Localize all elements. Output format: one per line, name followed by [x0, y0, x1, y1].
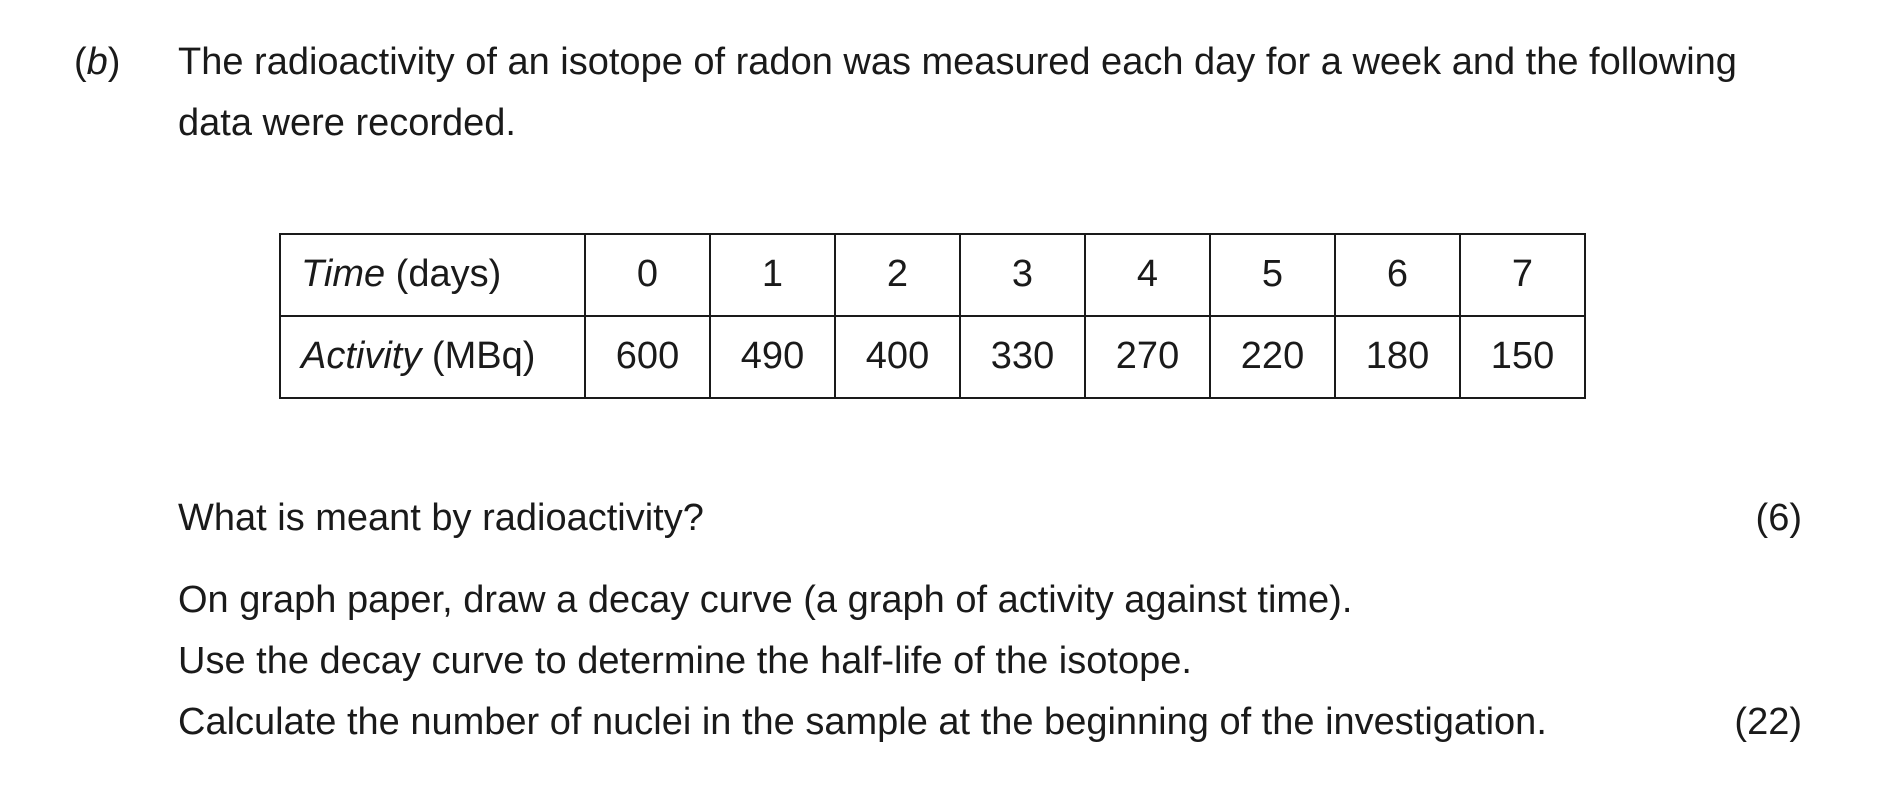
- question-3: Use the decay curve to determine the half-life of the isotope.: [178, 640, 1192, 682]
- table-cell: 1: [710, 234, 835, 316]
- part-label: (b): [74, 41, 121, 83]
- table-cell: 6: [1335, 234, 1460, 316]
- table-cell: 400: [835, 316, 960, 398]
- table-cell: 330: [960, 316, 1085, 398]
- marks-22: (22): [1734, 701, 1802, 743]
- table-row-time: [280, 234, 1585, 316]
- table-cell: 3: [960, 234, 1085, 316]
- table-cell: 7: [1460, 234, 1585, 316]
- table-cell: 150: [1460, 316, 1585, 398]
- table-cell: 2: [835, 234, 960, 316]
- part-letter: b: [86, 41, 108, 83]
- table-cell: 490: [710, 316, 835, 398]
- table-cell: 220: [1210, 316, 1335, 398]
- table-row-activity: [280, 316, 1585, 398]
- question-4: Calculate the number of nuclei in the sample at the beginning of the investigation.: [178, 701, 1547, 743]
- table-cell: 600: [585, 316, 710, 398]
- intro-line-1: The radioactivity of an isotope of radon was measured each day for a week and the following: [178, 41, 1737, 83]
- table-cell: 180: [1335, 316, 1460, 398]
- table-cell: 0: [585, 234, 710, 316]
- marks-6: (6): [1755, 497, 1802, 539]
- question-2: On graph paper, draw a decay curve (a graph of activity against time).: [178, 579, 1353, 621]
- intro-line-2: data were recorded.: [178, 102, 516, 144]
- question-1: What is meant by radioactivity?: [178, 497, 704, 539]
- table-cell: 270: [1085, 316, 1210, 398]
- table-cell: 4: [1085, 234, 1210, 316]
- row-header-time: Time (days): [280, 234, 585, 316]
- row-header-activity: Activity (MBq): [280, 316, 585, 398]
- table-cell: 5: [1210, 234, 1335, 316]
- data-table: [279, 233, 1586, 399]
